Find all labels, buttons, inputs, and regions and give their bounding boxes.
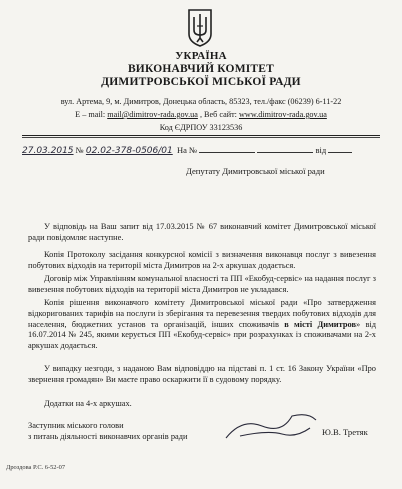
number-label: № bbox=[75, 145, 84, 155]
recipient: Депутату Димитровської міської ради bbox=[186, 166, 325, 176]
executor-footer: Дроздова Р.С. 6-52-07 bbox=[6, 464, 66, 471]
paragraph-2: Копія Протоколу засідання конкурсної комісії з визначення виконавця послуг з вивезення побутових відходів на території міста Димитров на 2-х аркушах додається. bbox=[28, 250, 376, 270]
header-city-council: ДИМИТРОВСЬКОЇ МІСЬКОЇ РАДИ bbox=[101, 76, 301, 88]
handwritten-signature bbox=[222, 408, 320, 444]
outgoing-number: 02.02-378-0506/01 bbox=[85, 146, 173, 156]
registration-line bbox=[22, 144, 382, 156]
edrpou-code: Код ЄДРПОУ 33123536 bbox=[159, 123, 243, 132]
reply-to-label: На № bbox=[176, 145, 198, 155]
signatory-position: Заступник міського голови bbox=[28, 421, 124, 430]
header-divider-thin bbox=[22, 137, 380, 138]
paragraph-5: У випадку незгоди, з наданою Вам відповіддю на підставі п. 1 ст. 16 Закону України «Про звернення громадян» Ви маєте право оскаржити її в судовому порядку. bbox=[28, 364, 376, 384]
header-divider bbox=[22, 135, 380, 136]
trident-coat-of-arms-icon bbox=[186, 8, 214, 48]
header-executive-committee: ВИКОНАВЧИЙ КОМІТЕТ bbox=[127, 63, 275, 75]
signatory-name: Ю.В. Третяк bbox=[322, 427, 368, 437]
website-prefix: Веб сайт: bbox=[204, 110, 237, 119]
reply-from-label: від bbox=[315, 145, 327, 155]
header-country: УКРАЇНА bbox=[175, 50, 227, 62]
contacts-line: E – mail: mail@dimitrov-rada.gov.ua , Веб сайт: www.dimitrov-rada.gov.ua bbox=[75, 110, 327, 119]
reply-to-number-blank bbox=[199, 144, 255, 153]
email-link[interactable]: mail@dimitrov-rada.gov.ua bbox=[107, 110, 198, 119]
email-prefix: E – mail: bbox=[75, 110, 106, 119]
paragraph-4: Копія рішення виконавчого комітету Димитровської міської ради «Про затвердження відкоригованих тарифів на послуги із зберігання та перевезення твердих побутових відходів для населення, бюджетних установ та організацій, інших споживачів в місті Димитров» від 16.07.2014 № 245, якими керується ПП «Екобуд-сервіс» при розрахунках із споживачами на 2-х аркушах додається. bbox=[28, 298, 376, 351]
paragraph-4-emphasis: в місті Димитров bbox=[284, 319, 356, 329]
address-line: вул. Артема, 9, м. Димитров, Донецька область, 85323, тел./факс (06239) 6-11-22 bbox=[60, 97, 342, 106]
paragraph-3: Договір між Управлінням комунальної власності та ПП «Екобуд-сервіс» на надання послуг з вивезення побутових відходів на території міста Димитров не укладався. bbox=[28, 274, 376, 294]
paragraph-1: У відповідь на Ваш запит від 17.03.2015 № 67 виконавчий комітет Димитровської міської ради повідомляє наступне. bbox=[28, 222, 376, 242]
attachments-note: Додатки на 4-х аркушах. bbox=[44, 399, 132, 408]
website-link[interactable]: www.dimitrov-rada.gov.ua bbox=[239, 110, 327, 119]
reply-to-number-blank-2 bbox=[257, 144, 313, 153]
signatory-position-detail: з питань діяльності виконавчих органів ради bbox=[28, 432, 188, 441]
outgoing-date: 27.03.2015 bbox=[22, 146, 74, 156]
reply-from-date-blank bbox=[328, 144, 352, 153]
